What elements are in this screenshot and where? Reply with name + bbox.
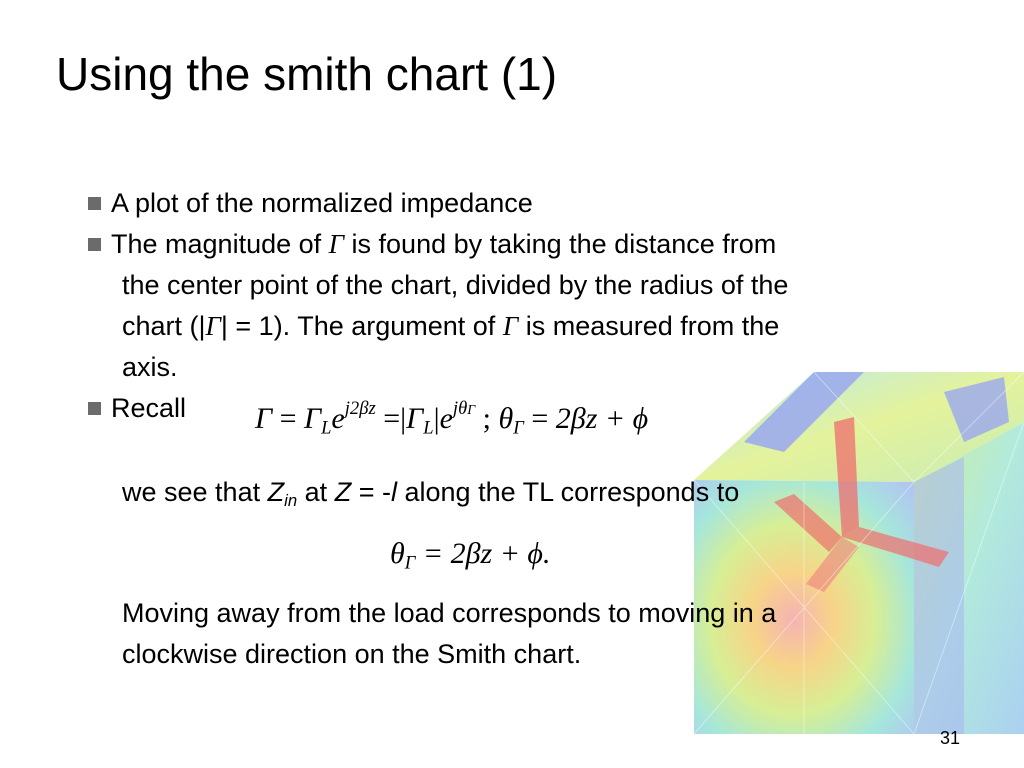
see-that-line: we see that $Z_{in}$ at Z = -l along the TL corresponds to: [122, 477, 740, 511]
page-number: 31: [940, 728, 961, 748]
square-bullet-icon: [88, 402, 101, 415]
bullet-gamma-magnitude: The magnitude of Γ is found by taking the distance from: [88, 228, 776, 260]
bullet-normalized-impedance: A plot of the normalized impedance: [88, 187, 533, 219]
closing-line-1: Moving away from the load corresponds to moving in a: [122, 598, 777, 628]
closing-line-2: clockwise direction on the Smith chart.: [122, 639, 582, 669]
square-bullet-icon: [88, 238, 101, 251]
bullet-gamma-magnitude-line3: chart (|Γ| = 1). The argument of Γ is measured from the: [122, 311, 780, 341]
square-bullet-icon: [88, 197, 101, 210]
theta-equation: $\theta_\Gamma = 2\beta z + \phi$.: [390, 537, 551, 574]
recall-equation: $\Gamma = \Gamma_Le^{j2\beta z} =|\Gamma_L|e^{j\theta\Gamma}$ ; $\theta_\Gamma = 2\beta z + \phi$: [255, 398, 649, 439]
field-simulation-cube-image: [664, 362, 1024, 734]
slide-title: Using the smith chart (1): [56, 48, 558, 100]
bullet-gamma-magnitude-line4: axis.: [122, 352, 178, 382]
bullet-recall: Recall: [88, 392, 186, 424]
bullet-gamma-magnitude-line2: the center point of the chart, divided by the radius of the: [122, 270, 789, 300]
